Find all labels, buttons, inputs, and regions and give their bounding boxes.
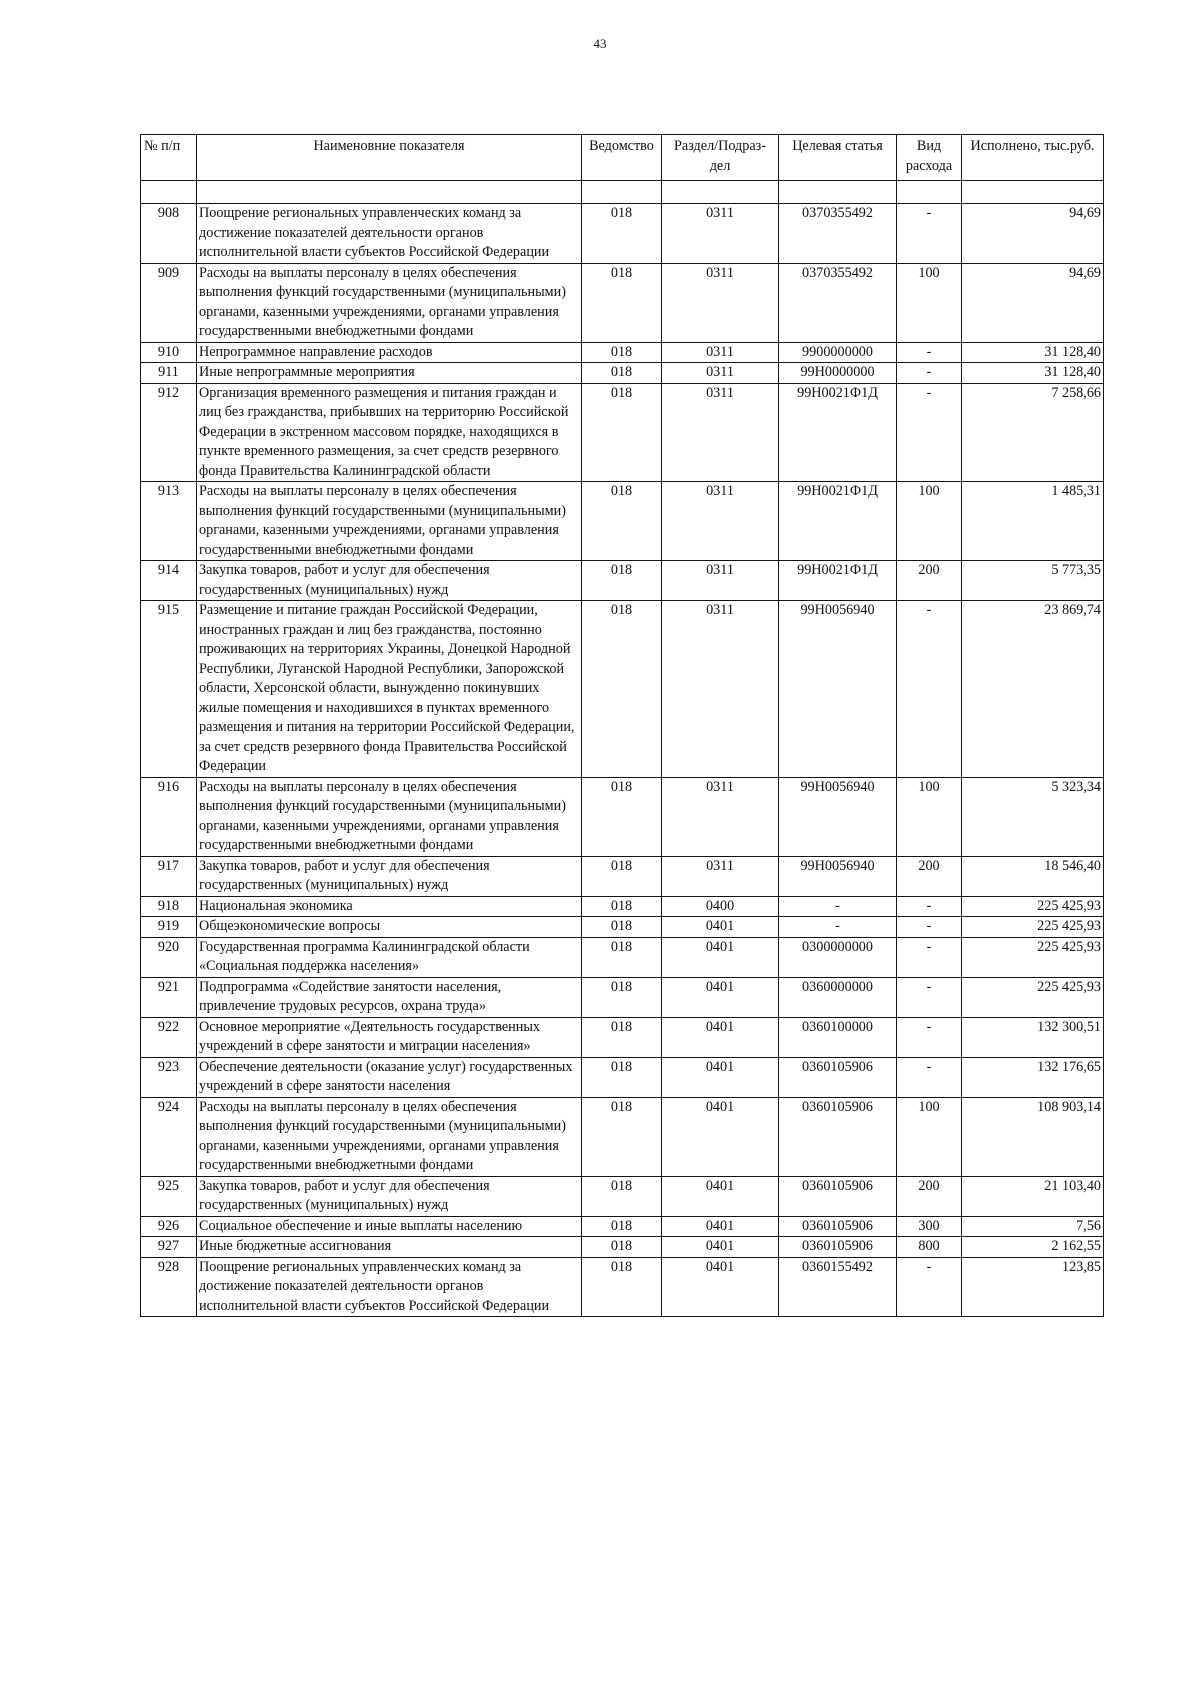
section-code: 0311 (662, 363, 779, 384)
row-number: 917 (141, 856, 197, 896)
table-row (141, 917, 1104, 938)
section-code: 0401 (662, 917, 779, 938)
table-row (141, 601, 1104, 778)
spacer-cell (662, 181, 779, 204)
executed-amount: 132 300,51 (962, 1017, 1104, 1057)
expense-type: - (897, 1017, 962, 1057)
indicator-name: Иные непрограммные мероприятия (197, 363, 582, 384)
header-name: Наименовние показателя (197, 135, 582, 181)
section-code: 0401 (662, 1237, 779, 1258)
executed-amount: 23 869,74 (962, 601, 1104, 778)
row-number: 909 (141, 263, 197, 342)
indicator-name: Иные бюджетные ассигнования (197, 1237, 582, 1258)
indicator-name: Расходы на выплаты персоналу в целях обеспечения выполнения функций государственными (муниципальными) органами, казенными учреждениями, органами управления государственными внебюджетными фондами (197, 777, 582, 856)
department-code: 018 (582, 482, 662, 561)
target-article: 0360105906 (779, 1176, 897, 1216)
target-article: 99Н0056940 (779, 856, 897, 896)
indicator-name: Поощрение региональных управленческих команд за достижение показателей деятельности органов исполнительной власти субъектов Российской Федерации (197, 204, 582, 264)
department-code: 018 (582, 1017, 662, 1057)
expense-type: 100 (897, 482, 962, 561)
section-code: 0401 (662, 977, 779, 1017)
indicator-name: Обеспечение деятельности (оказание услуг) государственных учреждений в сфере занятости населения (197, 1057, 582, 1097)
target-article: 0360105906 (779, 1216, 897, 1237)
header-section: Раздел/Подраз-дел (662, 135, 779, 181)
indicator-name: Государственная программа Калининградской области «Социальная поддержка населения» (197, 937, 582, 977)
row-number: 926 (141, 1216, 197, 1237)
table-row (141, 1237, 1104, 1258)
department-code: 018 (582, 937, 662, 977)
table-row (141, 896, 1104, 917)
department-code: 018 (582, 601, 662, 778)
spacer-cell (141, 181, 197, 204)
target-article: 99Н0056940 (779, 777, 897, 856)
indicator-name: Организация временного размещения и питания граждан и лиц без гражданства, прибывших на территорию Российской Федерации в экстренном массовом порядке, находящихся в пункте временного размещения, за счет средств резервного фонда Правительства Калининградской области (197, 383, 582, 482)
section-code: 0401 (662, 937, 779, 977)
row-number: 912 (141, 383, 197, 482)
page-number: 43 (593, 36, 607, 51)
expense-type: 100 (897, 263, 962, 342)
table-row (141, 363, 1104, 384)
department-code: 018 (582, 1257, 662, 1317)
expense-type: 100 (897, 777, 962, 856)
expense-type: - (897, 204, 962, 264)
executed-amount: 94,69 (962, 204, 1104, 264)
target-article: 99Н0021Ф1Д (779, 561, 897, 601)
spacer-cell (962, 181, 1104, 204)
department-code: 018 (582, 896, 662, 917)
department-code: 018 (582, 1237, 662, 1258)
target-article: 0360000000 (779, 977, 897, 1017)
table-row (141, 1257, 1104, 1317)
department-code: 018 (582, 1057, 662, 1097)
expense-type: - (897, 937, 962, 977)
department-code: 018 (582, 561, 662, 601)
spacer-cell (897, 181, 962, 204)
indicator-name: Расходы на выплаты персоналу в целях обеспечения выполнения функций государственными (муниципальными) органами, казенными учреждениями, органами управления государственными внебюджетными фондами (197, 1097, 582, 1176)
row-number: 918 (141, 896, 197, 917)
target-article: 0360155492 (779, 1257, 897, 1317)
table-row (141, 1097, 1104, 1176)
department-code: 018 (582, 917, 662, 938)
header-spacer-row (141, 181, 1104, 204)
department-code: 018 (582, 1097, 662, 1176)
expense-type: - (897, 342, 962, 363)
indicator-name: Социальное обеспечение и иные выплаты населению (197, 1216, 582, 1237)
executed-amount: 225 425,93 (962, 977, 1104, 1017)
expense-type: 200 (897, 856, 962, 896)
target-article: 99Н0056940 (779, 601, 897, 778)
table-row (141, 1017, 1104, 1057)
target-article: 0360105906 (779, 1097, 897, 1176)
target-article: 0300000000 (779, 937, 897, 977)
row-number: 927 (141, 1237, 197, 1258)
budget-table (140, 134, 1104, 1317)
row-number: 916 (141, 777, 197, 856)
section-code: 0401 (662, 1176, 779, 1216)
table-row (141, 1057, 1104, 1097)
executed-amount: 21 103,40 (962, 1176, 1104, 1216)
row-number: 911 (141, 363, 197, 384)
row-number: 922 (141, 1017, 197, 1057)
expense-type: - (897, 1057, 962, 1097)
expense-type: - (897, 363, 962, 384)
indicator-name: Поощрение региональных управленческих команд за достижение показателей деятельности органов исполнительной власти субъектов Российской Федерации (197, 1257, 582, 1317)
spacer-cell (582, 181, 662, 204)
row-number: 923 (141, 1057, 197, 1097)
executed-amount: 1 485,31 (962, 482, 1104, 561)
table-row (141, 204, 1104, 264)
executed-amount: 132 176,65 (962, 1057, 1104, 1097)
row-number: 924 (141, 1097, 197, 1176)
row-number: 914 (141, 561, 197, 601)
department-code: 018 (582, 342, 662, 363)
table-row (141, 777, 1104, 856)
indicator-name: Закупка товаров, работ и услуг для обеспечения государственных (муниципальных) нужд (197, 856, 582, 896)
row-number: 920 (141, 937, 197, 977)
section-code: 0401 (662, 1216, 779, 1237)
indicator-name: Подпрограмма «Содействие занятости населения, привлечение трудовых ресурсов, охрана труда» (197, 977, 582, 1017)
section-code: 0311 (662, 561, 779, 601)
expense-type: - (897, 917, 962, 938)
table-row (141, 561, 1104, 601)
section-code: 0311 (662, 856, 779, 896)
executed-amount: 5 773,35 (962, 561, 1104, 601)
department-code: 018 (582, 204, 662, 264)
target-article: 0370355492 (779, 263, 897, 342)
section-code: 0401 (662, 1057, 779, 1097)
header-num: № п/п (141, 135, 197, 181)
row-number: 919 (141, 917, 197, 938)
section-code: 0311 (662, 482, 779, 561)
section-code: 0401 (662, 1257, 779, 1317)
executed-amount: 2 162,55 (962, 1237, 1104, 1258)
row-number: 921 (141, 977, 197, 1017)
executed-amount: 94,69 (962, 263, 1104, 342)
table-row (141, 1176, 1104, 1216)
target-article: 0360105906 (779, 1057, 897, 1097)
row-number: 928 (141, 1257, 197, 1317)
target-article: 0370355492 (779, 204, 897, 264)
table-row (141, 482, 1104, 561)
target-article: 0360105906 (779, 1237, 897, 1258)
indicator-name: Общеэкономические вопросы (197, 917, 582, 938)
executed-amount: 123,85 (962, 1257, 1104, 1317)
executed-amount: 5 323,34 (962, 777, 1104, 856)
section-code: 0311 (662, 342, 779, 363)
header-executed: Исполнено, тыс.руб. (962, 135, 1104, 181)
expense-type: - (897, 977, 962, 1017)
executed-amount: 225 425,93 (962, 917, 1104, 938)
expense-type: - (897, 601, 962, 778)
table-header-row (141, 135, 1104, 181)
indicator-name: Размещение и питание граждан Российской Федерации, иностранных граждан и лиц без гражданства, постоянно проживающих на территориях Украины, Донецкой Народной Республики, Луганской Народной Республики, Запорожской области, Херсонской области, вынужденно покинувших жилые помещения и находившихся в пунктах временного размещения и питания на территории Российской Федерации, за счет средств резервного фонда Правительства Российской Федерации (197, 601, 582, 778)
executed-amount: 7 258,66 (962, 383, 1104, 482)
table-row (141, 383, 1104, 482)
section-code: 0401 (662, 1017, 779, 1057)
table-row (141, 937, 1104, 977)
expense-type: - (897, 896, 962, 917)
section-code: 0311 (662, 383, 779, 482)
section-code: 0311 (662, 263, 779, 342)
indicator-name: Расходы на выплаты персоналу в целях обеспечения выполнения функций государственными (муниципальными) органами, казенными учреждениями, органами управления государственными внебюджетными фондами (197, 482, 582, 561)
spacer-cell (779, 181, 897, 204)
row-number: 910 (141, 342, 197, 363)
row-number: 908 (141, 204, 197, 264)
department-code: 018 (582, 263, 662, 342)
target-article: 99Н0000000 (779, 363, 897, 384)
table-row (141, 1216, 1104, 1237)
executed-amount: 31 128,40 (962, 363, 1104, 384)
indicator-name: Непрограммное направление расходов (197, 342, 582, 363)
executed-amount: 108 903,14 (962, 1097, 1104, 1176)
indicator-name: Закупка товаров, работ и услуг для обеспечения государственных (муниципальных) нужд (197, 561, 582, 601)
expense-type: - (897, 1257, 962, 1317)
header-department: Ведомство (582, 135, 662, 181)
executed-amount: 225 425,93 (962, 896, 1104, 917)
indicator-name: Закупка товаров, работ и услуг для обеспечения государственных (муниципальных) нужд (197, 1176, 582, 1216)
executed-amount: 7,56 (962, 1216, 1104, 1237)
target-article: - (779, 917, 897, 938)
row-number: 915 (141, 601, 197, 778)
target-article: - (779, 896, 897, 917)
section-code: 0401 (662, 1097, 779, 1176)
department-code: 018 (582, 1216, 662, 1237)
table-body (141, 204, 1104, 1317)
section-code: 0311 (662, 204, 779, 264)
department-code: 018 (582, 977, 662, 1017)
target-article: 99Н0021Ф1Д (779, 383, 897, 482)
table-row (141, 856, 1104, 896)
department-code: 018 (582, 777, 662, 856)
indicator-name: Расходы на выплаты персоналу в целях обеспечения выполнения функций государственными (муниципальными) органами, казенными учреждениями, органами управления государственными внебюджетными фондами (197, 263, 582, 342)
section-code: 0311 (662, 601, 779, 778)
expense-type: 300 (897, 1216, 962, 1237)
table-row (141, 263, 1104, 342)
table-row (141, 977, 1104, 1017)
expense-type: 800 (897, 1237, 962, 1258)
expense-type: - (897, 383, 962, 482)
section-code: 0311 (662, 777, 779, 856)
header-expense-type: Вид расхода (897, 135, 962, 181)
row-number: 925 (141, 1176, 197, 1216)
target-article: 0360100000 (779, 1017, 897, 1057)
department-code: 018 (582, 363, 662, 384)
row-number: 913 (141, 482, 197, 561)
table-row (141, 342, 1104, 363)
expense-type: 100 (897, 1097, 962, 1176)
department-code: 018 (582, 383, 662, 482)
executed-amount: 225 425,93 (962, 937, 1104, 977)
department-code: 018 (582, 1176, 662, 1216)
expense-type: 200 (897, 561, 962, 601)
header-target: Целевая статья (779, 135, 897, 181)
indicator-name: Национальная экономика (197, 896, 582, 917)
spacer-cell (197, 181, 582, 204)
expense-type: 200 (897, 1176, 962, 1216)
department-code: 018 (582, 856, 662, 896)
executed-amount: 31 128,40 (962, 342, 1104, 363)
indicator-name: Основное мероприятие «Деятельность государственных учреждений в сфере занятости и миграции населения» (197, 1017, 582, 1057)
target-article: 99Н0021Ф1Д (779, 482, 897, 561)
section-code: 0400 (662, 896, 779, 917)
executed-amount: 18 546,40 (962, 856, 1104, 896)
target-article: 9900000000 (779, 342, 897, 363)
